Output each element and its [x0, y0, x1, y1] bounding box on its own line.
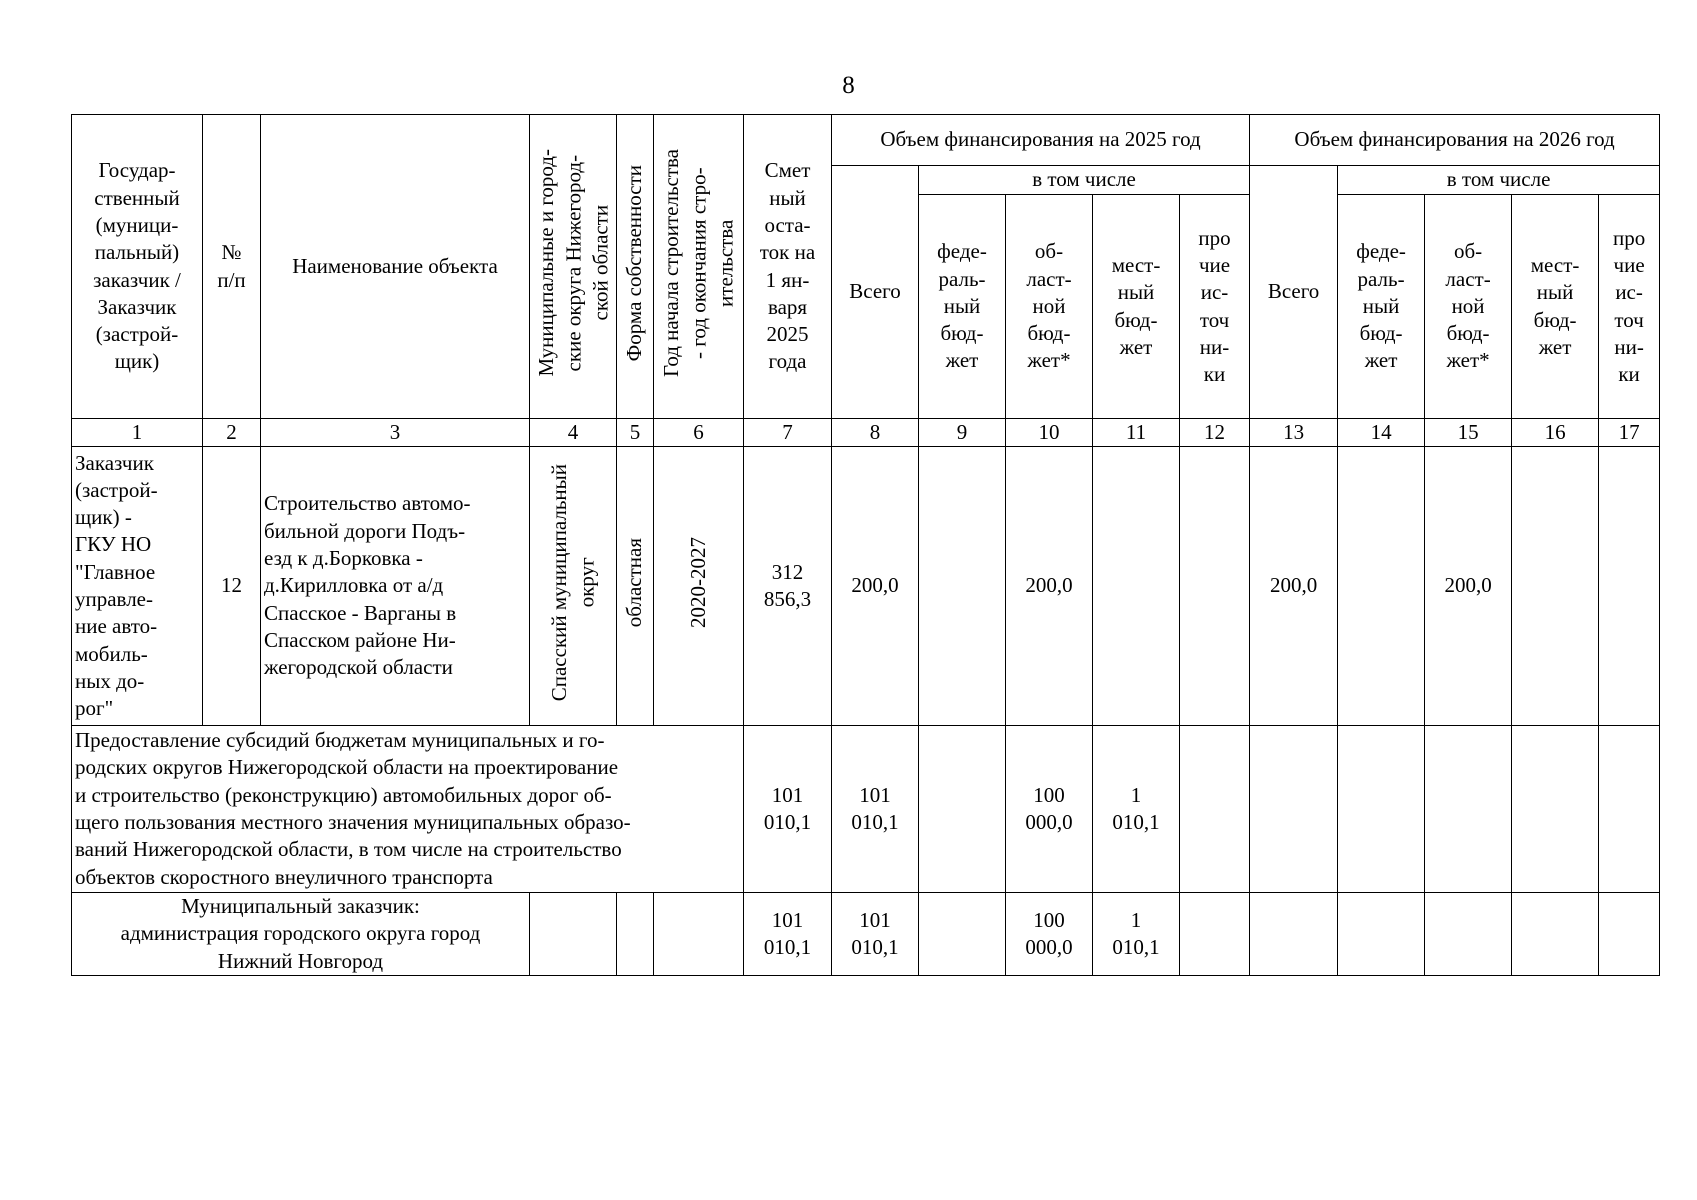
- cell-federal-2025: [919, 893, 1006, 976]
- header-years: [654, 115, 744, 419]
- funding-table: [71, 114, 1660, 976]
- cell-federal-2026: [1338, 893, 1425, 976]
- cell-ownership: [617, 447, 654, 726]
- cell-other-2026: [1599, 893, 1660, 976]
- cell-total-2025: 200,0: [832, 447, 919, 726]
- cell-federal-2026: [1338, 447, 1425, 726]
- column-numbers-row: [72, 419, 1660, 447]
- page-number: 8: [842, 72, 855, 99]
- cell-other-2025: [1180, 726, 1250, 893]
- column-number: 1: [72, 419, 203, 447]
- header-including-2026: в том числе: [1338, 166, 1660, 195]
- cell-district-text: Спасский муниципальный округ: [546, 463, 598, 701]
- header-funding-2025: Объем финансирования на 2025 год: [832, 115, 1250, 166]
- cell-regional-2025: 200,0: [1006, 447, 1093, 726]
- header-local-2025: мест- ный бюд- жет: [1093, 195, 1180, 419]
- column-number: 16: [1512, 419, 1599, 447]
- cell-local-2026: [1512, 726, 1599, 893]
- cell-subsidy-text: Предоставление субсидий бюджетам муниципальных и го- родских округов Нижегородской области на проектирование и строительство (реконструкцию) автомобильных дорог об- щего пользования местного значения муниципальных образо- ваний Нижегородской области, в том числе на строительство объектов скоростного внеуличного транспорта: [72, 726, 744, 893]
- cell-regional-2025: 100 000,0: [1006, 726, 1093, 893]
- column-number: 7: [744, 419, 832, 447]
- cell-total-2026: [1250, 893, 1338, 976]
- cell-municipal-customer: Муниципальный заказчик: администрация городского округа город Нижний Новгород: [72, 893, 530, 976]
- header-federal-2025: феде- раль- ный бюд- жет: [919, 195, 1006, 419]
- table-row-municipal-customer: [72, 893, 1660, 976]
- cell-local-2026: [1512, 447, 1599, 726]
- cell-federal-2025: [919, 447, 1006, 726]
- cell-ownership-text: областная: [622, 537, 647, 627]
- header-years-text: Год начала строительства - год окончания стро- ительства: [658, 148, 738, 377]
- cell-years: [654, 447, 744, 726]
- cell-district: [530, 893, 617, 976]
- header-customer: Государ- ственный (муници- пальный) заказчик / Заказчик (застрой- щик): [72, 115, 203, 419]
- column-number: 11: [1093, 419, 1180, 447]
- cell-federal-2025: [919, 726, 1006, 893]
- column-number: 17: [1599, 419, 1660, 447]
- column-number: 13: [1250, 419, 1338, 447]
- header-ownership-text: Форма собственности: [622, 164, 647, 362]
- cell-regional-2025: 100 000,0: [1006, 893, 1093, 976]
- column-number: 12: [1180, 419, 1250, 447]
- column-number: 3: [261, 419, 530, 447]
- header-municipal-district-text: Муниципальные и город- ские округа Нижегород- ской области: [534, 149, 613, 377]
- column-number: 2: [203, 419, 261, 447]
- cell-total-2026: [1250, 726, 1338, 893]
- column-number: 8: [832, 419, 919, 447]
- cell-other-2025: [1180, 893, 1250, 976]
- column-number: 10: [1006, 419, 1093, 447]
- header-total-2026: Всего: [1250, 166, 1338, 419]
- cell-other-2026: [1599, 726, 1660, 893]
- column-number: 14: [1338, 419, 1425, 447]
- cell-regional-2026: 200,0: [1425, 447, 1512, 726]
- header-regional-2026: об- ласт- ной бюд- жет*: [1425, 195, 1512, 419]
- cell-ownership: [617, 893, 654, 976]
- header-including-2025: в том числе: [919, 166, 1250, 195]
- cell-total-2026: 200,0: [1250, 447, 1338, 726]
- cell-years-text: 2020-2027: [685, 536, 710, 628]
- cell-estimate: 101 010,1: [744, 726, 832, 893]
- column-number: 15: [1425, 419, 1512, 447]
- header-other-2026: про чие ис- точ ни- ки: [1599, 195, 1660, 419]
- cell-local-2025: [1093, 447, 1180, 726]
- cell-regional-2026: [1425, 726, 1512, 893]
- column-number: 9: [919, 419, 1006, 447]
- header-estimate-balance: Смет ный оста- ток на 1 ян- варя 2025 года: [744, 115, 832, 419]
- cell-other-2026: [1599, 447, 1660, 726]
- header-other-2025: про чие ис- точ ни- ки: [1180, 195, 1250, 419]
- cell-years: [654, 893, 744, 976]
- cell-regional-2026: [1425, 893, 1512, 976]
- table-row-object: [72, 447, 1660, 726]
- cell-estimate: 312 856,3: [744, 447, 832, 726]
- cell-estimate: 101 010,1: [744, 893, 832, 976]
- cell-total-2025: 101 010,1: [832, 726, 919, 893]
- header-local-2026: мест- ный бюд- жет: [1512, 195, 1599, 419]
- table-row-subsidy: [72, 726, 1660, 893]
- cell-customer: Заказчик (застрой- щик) - ГКУ НО "Главное управле- ние авто- мобиль- ных до- рог": [72, 447, 203, 726]
- header-total-2025: Всего: [832, 166, 919, 419]
- header-federal-2026: феде- раль- ный бюд- жет: [1338, 195, 1425, 419]
- cell-district: [530, 447, 617, 726]
- column-number: 5: [617, 419, 654, 447]
- cell-total-2025: 101 010,1: [832, 893, 919, 976]
- cell-local-2026: [1512, 893, 1599, 976]
- cell-local-2025: 1 010,1: [1093, 726, 1180, 893]
- cell-other-2025: [1180, 447, 1250, 726]
- cell-object-name: Строительство автомо- бильной дороги Подъ- езд к д.Борковка - д.Кирилловка от а/д Спасское - Варганы в Спасском районе Ни- жегородской области: [261, 447, 530, 726]
- cell-local-2025: 1 010,1: [1093, 893, 1180, 976]
- column-number: 6: [654, 419, 744, 447]
- header-funding-2026: Объем финансирования на 2026 год: [1250, 115, 1660, 166]
- cell-federal-2026: [1338, 726, 1425, 893]
- column-number: 4: [530, 419, 617, 447]
- header-num: № п/п: [203, 115, 261, 419]
- header-ownership: [617, 115, 654, 419]
- header-object-name: Наименование объекта: [261, 115, 530, 419]
- cell-num: 12: [203, 447, 261, 726]
- header-municipal-district: [530, 115, 617, 419]
- header-regional-2025: об- ласт- ной бюд- жет*: [1006, 195, 1093, 419]
